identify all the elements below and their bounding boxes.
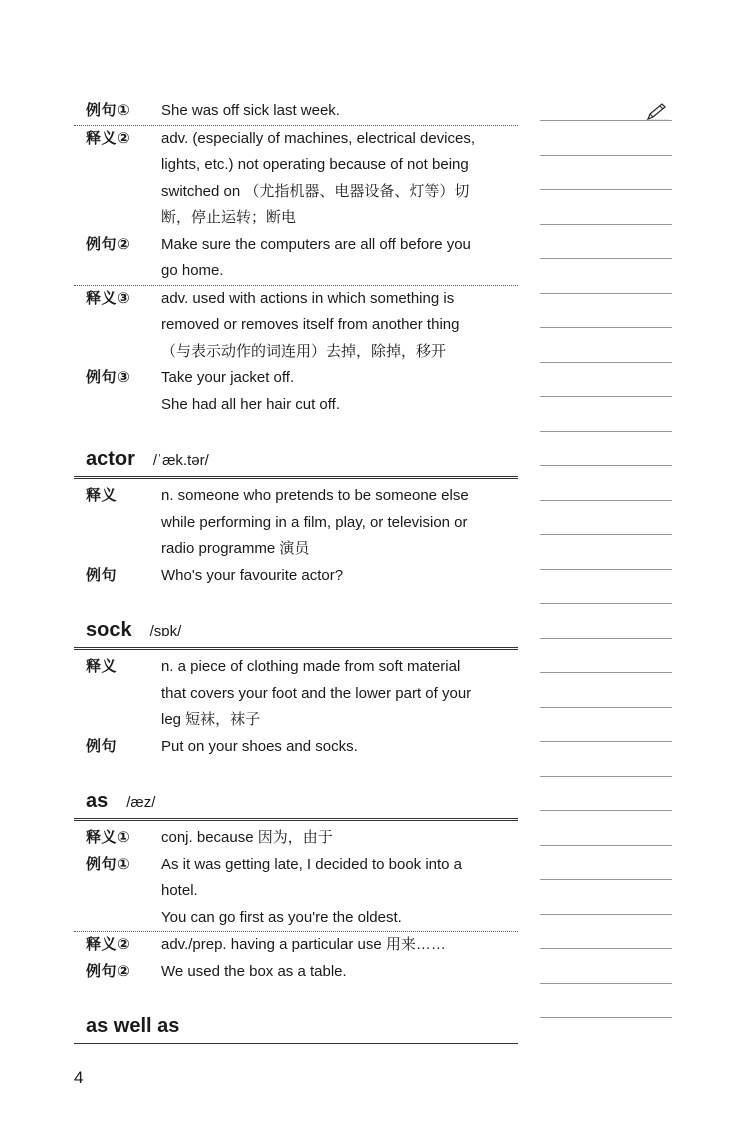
entry-text: Who's your favourite actor?	[161, 566, 344, 584]
entry-line	[74, 98, 518, 125]
entry-text: You can go first as you're the oldest.	[161, 908, 402, 926]
pronunciation: /æz/	[126, 794, 156, 811]
note-line	[540, 948, 672, 983]
note-line	[540, 810, 672, 845]
entry-text: adv. (especially of machines, electrical devices,	[161, 129, 476, 147]
note-line	[540, 224, 672, 259]
entry-line	[74, 681, 518, 708]
entry-label: 释义	[86, 487, 118, 504]
entry-text: （与表示动作的词连用）去掉，除掉，移开	[161, 342, 447, 360]
note-line	[540, 500, 672, 535]
entry-text: n. someone who pretends to be someone else	[161, 487, 469, 504]
note-line	[540, 155, 672, 190]
note-line	[540, 914, 672, 949]
entry-text: She had all her hair cut off.	[161, 395, 341, 413]
entry-text: go home.	[161, 262, 224, 279]
entry-line	[74, 734, 518, 761]
entry-label: 例句①	[86, 102, 131, 119]
entry-label: 释义②	[86, 129, 131, 147]
entry-label: 例句	[86, 566, 118, 584]
entry-text: removed or removes itself from another thing	[161, 316, 460, 333]
entry-line	[74, 258, 518, 285]
note-line	[540, 327, 672, 362]
entry-line	[74, 654, 518, 681]
headword-row	[74, 448, 518, 476]
entry-text: adv./prep. having a particular use 用来……	[161, 936, 446, 953]
entry-text: adv. used with actions in which something is	[161, 289, 455, 307]
headword: sock	[86, 619, 132, 641]
headword: as	[86, 790, 109, 812]
entry-label: 例句③	[86, 369, 131, 386]
entry-text: lights, etc.) not operating because of not being	[161, 156, 469, 173]
entry-text: conj. because 因为，由于	[161, 829, 333, 846]
headword: actor	[86, 448, 135, 470]
entry-line	[74, 483, 518, 510]
note-line	[540, 879, 672, 914]
note-line	[540, 362, 672, 397]
entry-line	[74, 536, 518, 563]
note-line	[540, 776, 672, 811]
entry-line	[74, 312, 518, 339]
headword-rule	[74, 476, 518, 479]
entry-line	[74, 510, 518, 537]
note-line	[540, 741, 672, 776]
entry-text: radio programme 演员	[161, 540, 310, 557]
entry-text: leg 短袜，袜子	[161, 711, 261, 728]
note-line	[540, 396, 672, 431]
entry-text: n. a piece of clothing made from soft material	[161, 658, 461, 675]
entry-line	[74, 959, 518, 986]
pencil-icon	[645, 102, 669, 122]
entry-text: She was off sick last week.	[161, 102, 340, 119]
entry-text: hotel.	[161, 882, 198, 899]
entry-text: We used the box as a table.	[161, 962, 347, 980]
entry-label: 释义②	[86, 936, 131, 953]
entry-label: 释义①	[86, 829, 131, 846]
entry-label: 例句②	[86, 235, 131, 253]
headword: as well as	[86, 1015, 180, 1037]
dictionary-entries	[74, 98, 518, 1044]
pronunciation: /ˈæk.tər/	[152, 452, 209, 469]
note-line	[540, 120, 672, 155]
entry-line	[74, 392, 518, 419]
entry-line	[74, 905, 518, 932]
note-lines	[540, 120, 672, 1052]
page-number: 4	[74, 1068, 84, 1087]
note-line	[540, 431, 672, 466]
entry-label: 释义	[86, 658, 118, 675]
entry-text: while performing in a film, play, or television or	[161, 513, 468, 531]
entry-label: 释义③	[86, 289, 131, 307]
note-line	[540, 189, 672, 224]
entry-line	[74, 205, 518, 232]
entry-line	[74, 932, 518, 959]
entry-line	[74, 878, 518, 905]
entry-line	[74, 825, 518, 852]
note-line	[540, 983, 672, 1018]
entry-line	[74, 563, 518, 590]
entry-line	[74, 707, 518, 734]
note-line	[540, 293, 672, 328]
entry-text: Take your jacket off.	[161, 369, 295, 386]
pronunciation: /sɒk/	[149, 623, 182, 640]
entry-text: switched on （尤指机器、电器设备、灯等）切	[161, 182, 470, 200]
headword-rule	[74, 818, 518, 821]
headword-row	[74, 790, 518, 818]
entry-label: 例句	[86, 737, 118, 755]
note-line	[540, 569, 672, 604]
note-line	[540, 1017, 672, 1052]
entry-text: As it was getting late, I decided to book into a	[161, 855, 463, 873]
note-line	[540, 845, 672, 880]
entry-line	[74, 852, 518, 879]
note-line	[540, 534, 672, 569]
entry-line	[74, 339, 518, 366]
note-line	[540, 672, 672, 707]
entry-line	[74, 365, 518, 392]
note-line	[540, 603, 672, 638]
note-line	[540, 465, 672, 500]
note-line	[540, 258, 672, 293]
entry-text: Make sure the computers are all off before you	[161, 235, 471, 253]
entry-line	[74, 286, 518, 313]
headword-rule	[74, 1043, 518, 1044]
note-line	[540, 707, 672, 742]
entry-text: that covers your foot and the lower part of your	[161, 684, 472, 702]
entry-label: 例句②	[86, 962, 131, 980]
entry-line	[74, 126, 518, 153]
headword-row	[74, 619, 518, 647]
note-line	[540, 638, 672, 673]
entry-line	[74, 179, 518, 206]
entry-line	[74, 232, 518, 259]
entry-line	[74, 152, 518, 179]
headword-row	[74, 1015, 518, 1043]
entry-text: Put on your shoes and socks.	[161, 737, 358, 755]
headword-rule	[74, 647, 518, 650]
entry-text: 断，停止运转；断电	[161, 209, 297, 226]
entry-label: 例句①	[86, 855, 131, 873]
